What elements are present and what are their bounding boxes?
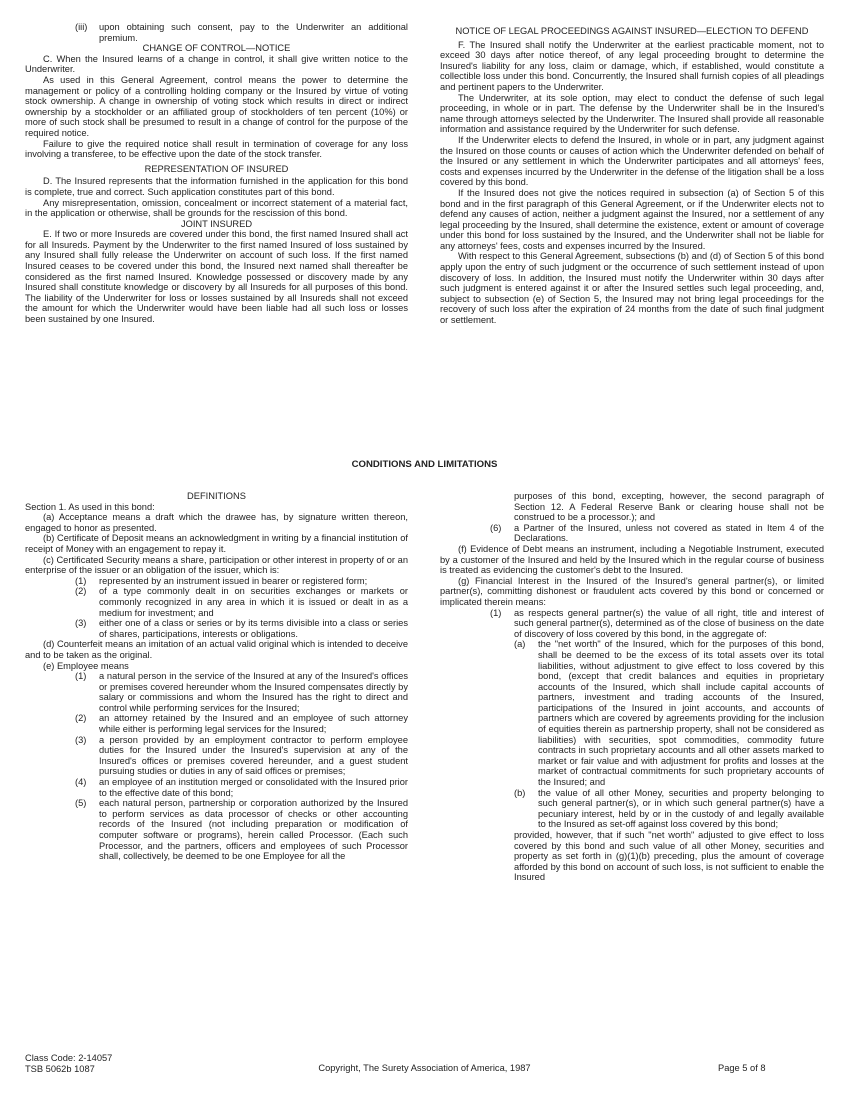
heading-representation: REPRESENTATION OF INSURED — [144, 163, 289, 174]
list-item — [25, 618, 408, 639]
item-number: (4) — [75, 777, 87, 788]
paragraph-e1: E. If two or more Insureds are covered under this bond, the first named Insured shall act for all Insureds. Payment by the Underwriter to the first named Insured of loss sustained by any Insured shall fully release the Underwriter on account of such loss. If the first named Insured ceases to be covered under this bond, the Insured next named shall thereafter be considered as the first named Insured. Knowledge possessed or discovery made by any Insured shall constitute knowledge or discovery by all Insureds for all purposes of this bond. The liability of the Underwriter for loss or losses sustained by all Insureds shall not exceed the amount for which the Underwriter would have been liable had all such loss or losses been sustained by one Insured. — [25, 229, 408, 325]
list-item — [440, 523, 824, 544]
list-item — [25, 735, 408, 777]
left-top-column — [25, 22, 408, 325]
list-item — [440, 788, 824, 830]
item-number: (1) — [490, 607, 502, 618]
item-text: a person provided by an employment contractor to perform employee duties for the Insured under the Insured's supervision at any of the Insured's offices or premises covered hereunder, and a guest student pursuing studies or duties in any of said offices or premises; — [99, 734, 408, 777]
paragraph-c3: Failure to give the required notice shall result in termination of coverage for any loss involving a transferee, to be effective upon the date of the stock transfer. — [25, 138, 408, 160]
list-item — [25, 777, 408, 798]
list-item — [25, 798, 408, 862]
definition-d: (d) Counterfeit means an imitation of an actual valid original which is intended to deceive and to be taken as the original. — [25, 639, 408, 660]
item-text: either one of a class or series or by its terms divisible into a class or series of shares, participations, interests or obligations. — [99, 618, 408, 639]
item-number: (b) — [514, 787, 526, 798]
item-text: the value of all other Money, securities and property belonging to such general partner(s), or in which such general partner(s) have a pecuniary interest, held by or in the custody of and legally available to the Insured as set-off against loss covered by this bond; — [538, 787, 824, 830]
class-code: Class Code: 2-14057 — [25, 1053, 113, 1063]
item-number: (3) — [75, 734, 87, 745]
heading-notice-legal-proceedings: NOTICE OF LEGAL PROCEEDINGS AGAINST INSURED—ELECTION TO DEFEND — [455, 26, 809, 36]
list-item — [25, 713, 408, 734]
continued-employee-5: purposes of this bond, excepting, however, the second paragraph of Section 12. A Federal Reserve Bank or clearing house shall not be construed to be a processor.); and — [514, 491, 824, 523]
tsb-number: TSB 5062b 1087 — [25, 1063, 95, 1074]
list-item — [440, 608, 824, 640]
item-number: (2) — [75, 713, 87, 724]
paragraph-f2: The Underwriter, at its sole option, may elect to conduct the defense of such legal proceeding, in whole or in part. The defense by the Underwriter shall be in the Insured's name through attorneys selected by the Underwriter. The Insured shall provide all reasonable information and assistance required by the Underwriter for such defense. — [440, 92, 824, 135]
definition-e: (e) Employee means — [43, 660, 129, 671]
item-number: (5) — [75, 798, 87, 809]
item-number: (1) — [75, 671, 87, 682]
left-bottom-column — [25, 491, 408, 862]
paragraph-f4: If the Insured does not give the notices required in subsection (a) of Section 5 of this bond and in the first paragraph of this General Agreement, or if the Underwriter elects not to defend any causes of action, neither a judgment against the Insured, nor a settlement of any legal proceeding by the Insured, shall determine the existence, extent or amount of coverage under this bond for loss sustained by the Insured, and the Underwriter shall not be liable for any attorneys' fees, costs and expenses incurred by the Insured. — [440, 187, 824, 251]
item-text: upon obtaining such consent, pay to the Underwriter an additional premium. — [99, 22, 408, 43]
item-text: represented by an instrument issued in bearer or registered form; — [99, 575, 368, 586]
item-text: a Partner of the Insured, unless not covered as stated in Item 4 of the Declarations. — [514, 522, 824, 544]
provided-clause: provided, however, that if such "net worth" adjusted to give effect to loss covered by this bond and such value of all other Money, securities and property as set forth in (g)(1)(b) preceding, plus the amount of coverage afforded by this bond on account of such loss, is not sufficient to enable the Insured — [514, 830, 824, 883]
right-top-column — [440, 26, 824, 326]
heading-change-of-control: CHANGE OF CONTROL—NOTICE — [142, 43, 291, 54]
definition-b: (b) Certificate of Deposit means an acknowledgment in writing by a financial institution of receipt of Money with an engagement to repay it. — [25, 533, 408, 554]
item-number: (3) — [75, 618, 87, 629]
item-iii — [25, 22, 408, 43]
paragraph-d2: Any misrepresentation, omission, concealment or incorrect statement of a material fact, in the application or otherwise, shall be grounds for the rescission of this bond. — [25, 197, 408, 219]
item-text: each natural person, partnership or corporation authorized by the Insured to perform services as data processor of checks or other accounting records of the Insured (not including preparation or modification of computer software or programs), herein called Processor. (Each such Processor, and the partners, officers and employees of such Processor shall, collectively, be deemed to be one Employee for all the — [99, 798, 408, 862]
heading-definitions: DEFINITIONS — [187, 491, 246, 501]
definition-f: (f) Evidence of Debt means an instrument, including a Negotiable Instrument, executed by a customer of the Insured and held by the Insured which in the regular course of business is treated as evidencing the customer's debt to the Insured. — [440, 543, 824, 576]
item-number: (1) — [75, 575, 87, 586]
page-number: Page 5 of 8 — [718, 1063, 766, 1073]
item-text: of a type commonly dealt in on securities exchanges or markets or commonly recognized in any area in which it is issued or dealt in as a medium for investment; and — [99, 586, 408, 618]
paragraph-f3: If the Underwriter elects to defend the Insured, in whole or in part, any judgment against the Insured on those counts or causes of action which the Underwriter defended on behalf of the Insured or any settlement in which the Underwriter participates and all attorneys' fees, costs and expenses incurred by the Underwriter in the defense of the litigation shall be a loss covered by this bond. — [440, 134, 824, 188]
section-title: CONDITIONS AND LIMITATIONS — [351, 459, 498, 470]
paragraph-c2: As used in this General Agreement, control means the power to determine the management or policy of a controlling holding company or the Insured by virtue of voting stock ownership. A change in ownership of voting stock which results in direct or indirect ownership by a stockholder or an affiliated group of stockholders of ten percent (10%) or more of such stock shall be presumed to result in a change of control for the purpose of the required notice. — [25, 74, 408, 138]
item-text: a natural person in the service of the Insured at any of the Insured's offices or premises covered hereunder whom the Insured compensates directly by salary or commissions and whom the Insured has the right to direct and control while performing services for the Insured; — [99, 671, 408, 713]
item-number: (6) — [490, 522, 502, 533]
definition-g: (g) Financial Interest in the Insured of the Insured's general partner(s), or limited partner(s), committing dishonest or fraudulent acts covered by this bond or concerned or implicated therein means: — [440, 575, 824, 607]
paragraph-c1: C. When the Insured learns of a change in control, it shall give written notice to the Underwriter. — [25, 53, 408, 75]
copyright: Copyright, The Surety Association of America, 1987 — [318, 1063, 531, 1073]
paragraph-f1: F. The Insured shall notify the Underwriter at the earliest practicable moment, not to exceed 30 days after notice thereof, of any legal proceeding brought to determine the Insured's liability for any loss, claim or damage, which, if established, would constitute a collectible loss under this bond. Concurrently, the Insured shall furnish copies of all pleadings and pertinent papers to the Underwriter. — [440, 39, 824, 92]
right-bottom-column — [440, 491, 824, 883]
paragraph-d1: D. The Insured represents that the information furnished in the application for this bond is complete, true and correct. Such application constitutes part of this bond. — [25, 176, 408, 197]
item-text: the "net worth" of the Insured, which for the purposes of this bond, shall be deemed to be the excess of its total assets over its total liabilities, without adjustment to give effect to loss covered by this bond, (except that credit balances and equities in proprietary accounts of the Insured, which shall include capital accounts of partners, investment and trading accounts of the Insured, participations of the Insured in joint accounts, and accounts of partners which are covered by agreements providing for the inclusion of equities therein as partnership property, shall not be considered as liabilities) with securities, spot commodities, commodity future contracts in such proprietary accounts and all other assets marked to market or fair value and with adjustment for profits and losses at the market of contractual commitments for such proprietary accounts of the Insured; and — [538, 639, 824, 788]
item-text: an attorney retained by the Insured and an employee of such attorney while either is performing legal services for the Insured; — [99, 713, 408, 735]
item-text: as respects general partner(s) the value of all right, title and interest of such general partner(s), determined as of the close of business on the date of discovery of loss covered by this bond, in the aggregate of: — [514, 607, 824, 639]
item-number: (2) — [75, 586, 87, 597]
item-number: (a) — [514, 639, 526, 650]
heading-joint-insured: JOINT INSURED — [180, 218, 253, 229]
list-item — [25, 586, 408, 618]
list-item — [25, 671, 408, 713]
paragraph-f5: With respect to this General Agreement, subsections (b) and (d) of Section 5 of this bond apply upon the entry of such judgment or the occurrence of such settlement instead of upon discovery of loss. In addition, the Insured must notify the Underwriter within 30 days after such judgment is entered against it or after the Insured settles such legal proceeding, and, subject to subsection (e) of Section 5, the Insured may not bring legal proceedings for the recovery of such loss after the expiration of 24 months from the date of such final judgment or settlement. — [440, 251, 824, 326]
section-1-intro: Section 1. As used in this bond: — [25, 501, 155, 512]
item-text: an employee of an institution merged or consolidated with the Insured prior to the effective date of this bond; — [99, 777, 408, 798]
list-item — [25, 576, 408, 587]
definition-c: (c) Certificated Security means a share, participation or other interest in property of or an enterprise of the issuer or an obligation of the issuer, which is: — [25, 554, 408, 576]
definition-a: (a) Acceptance means a draft which the drawee has, by signature written thereon, engaged to honor as presented. — [25, 512, 408, 533]
item-number: (iii) — [75, 22, 88, 32]
list-item — [440, 639, 824, 787]
